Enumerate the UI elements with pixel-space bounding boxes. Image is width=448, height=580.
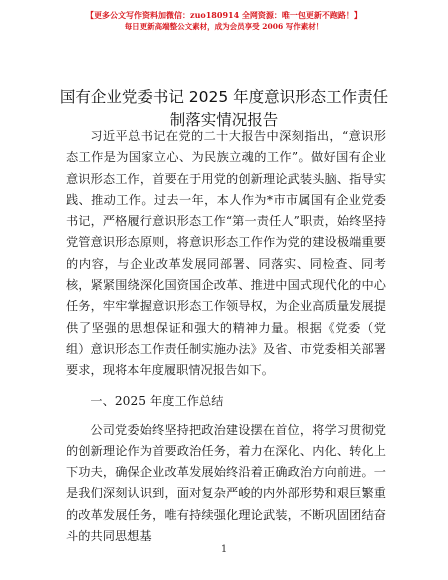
promo-banner <box>0 10 448 32</box>
section-heading: 一、2025 年度工作总结 <box>90 393 224 408</box>
promo-line-1: 【更多公文写作资料加微信：zuo180914 全网资源：唯一包更新不跑路！】 <box>86 10 362 20</box>
document-body <box>66 126 386 547</box>
page-number: 1 <box>220 544 228 555</box>
intro-paragraph: 习近平总书记在党的二十大报告中深刻指出，“意识形态工作是为国家立心、为民族立魂的工作”。做好国有企业意识形态工作，首要在于用党的创新理论武装头脑、指导实践、推动工作。过去一年，本人作为*市市属国有企业党委书记，严格履行意识形态工作“第一责任人”职责，始终坚持党管意识形态原则，将意识形态工作作为党的建设极端重要的内容，与企业改革发展同部署、同落实、同检查、同考核，紧紧围绕深化国资国企改革、推进中国式现代化的中心任务，牢牢掌握意识形态工作领导权，为企业高质量发展提供了坚强的思想保证和强大的精神力量。根据《党委（党组）意识形态工作责任制实施办法》及省、市党委相关部署要求，现将本年度履职情况报告如下。 <box>66 129 386 378</box>
document-title: 国有企业党委书记 2025 年度意识形态工作责任制落实情况报告 <box>59 88 389 129</box>
section-paragraph: 公司党委始终坚持把政治建设摆在首位，将学习贯彻党的创新理论作为首要政治任务，着力在深化、内化、转化上下功夫，确保企业改革发展始终沿着正确政治方向前进。一是我们深刻认识到，面对复杂严峻的内外部形势和艰巨繁重的改革发展任务，唯有持续强化理论武装，不断巩固团结奋斗的共同思想基 <box>66 422 386 544</box>
promo-line-2: 每日更新高端整公文素材，成为会员享受 2006 写作素材！ <box>124 22 324 31</box>
